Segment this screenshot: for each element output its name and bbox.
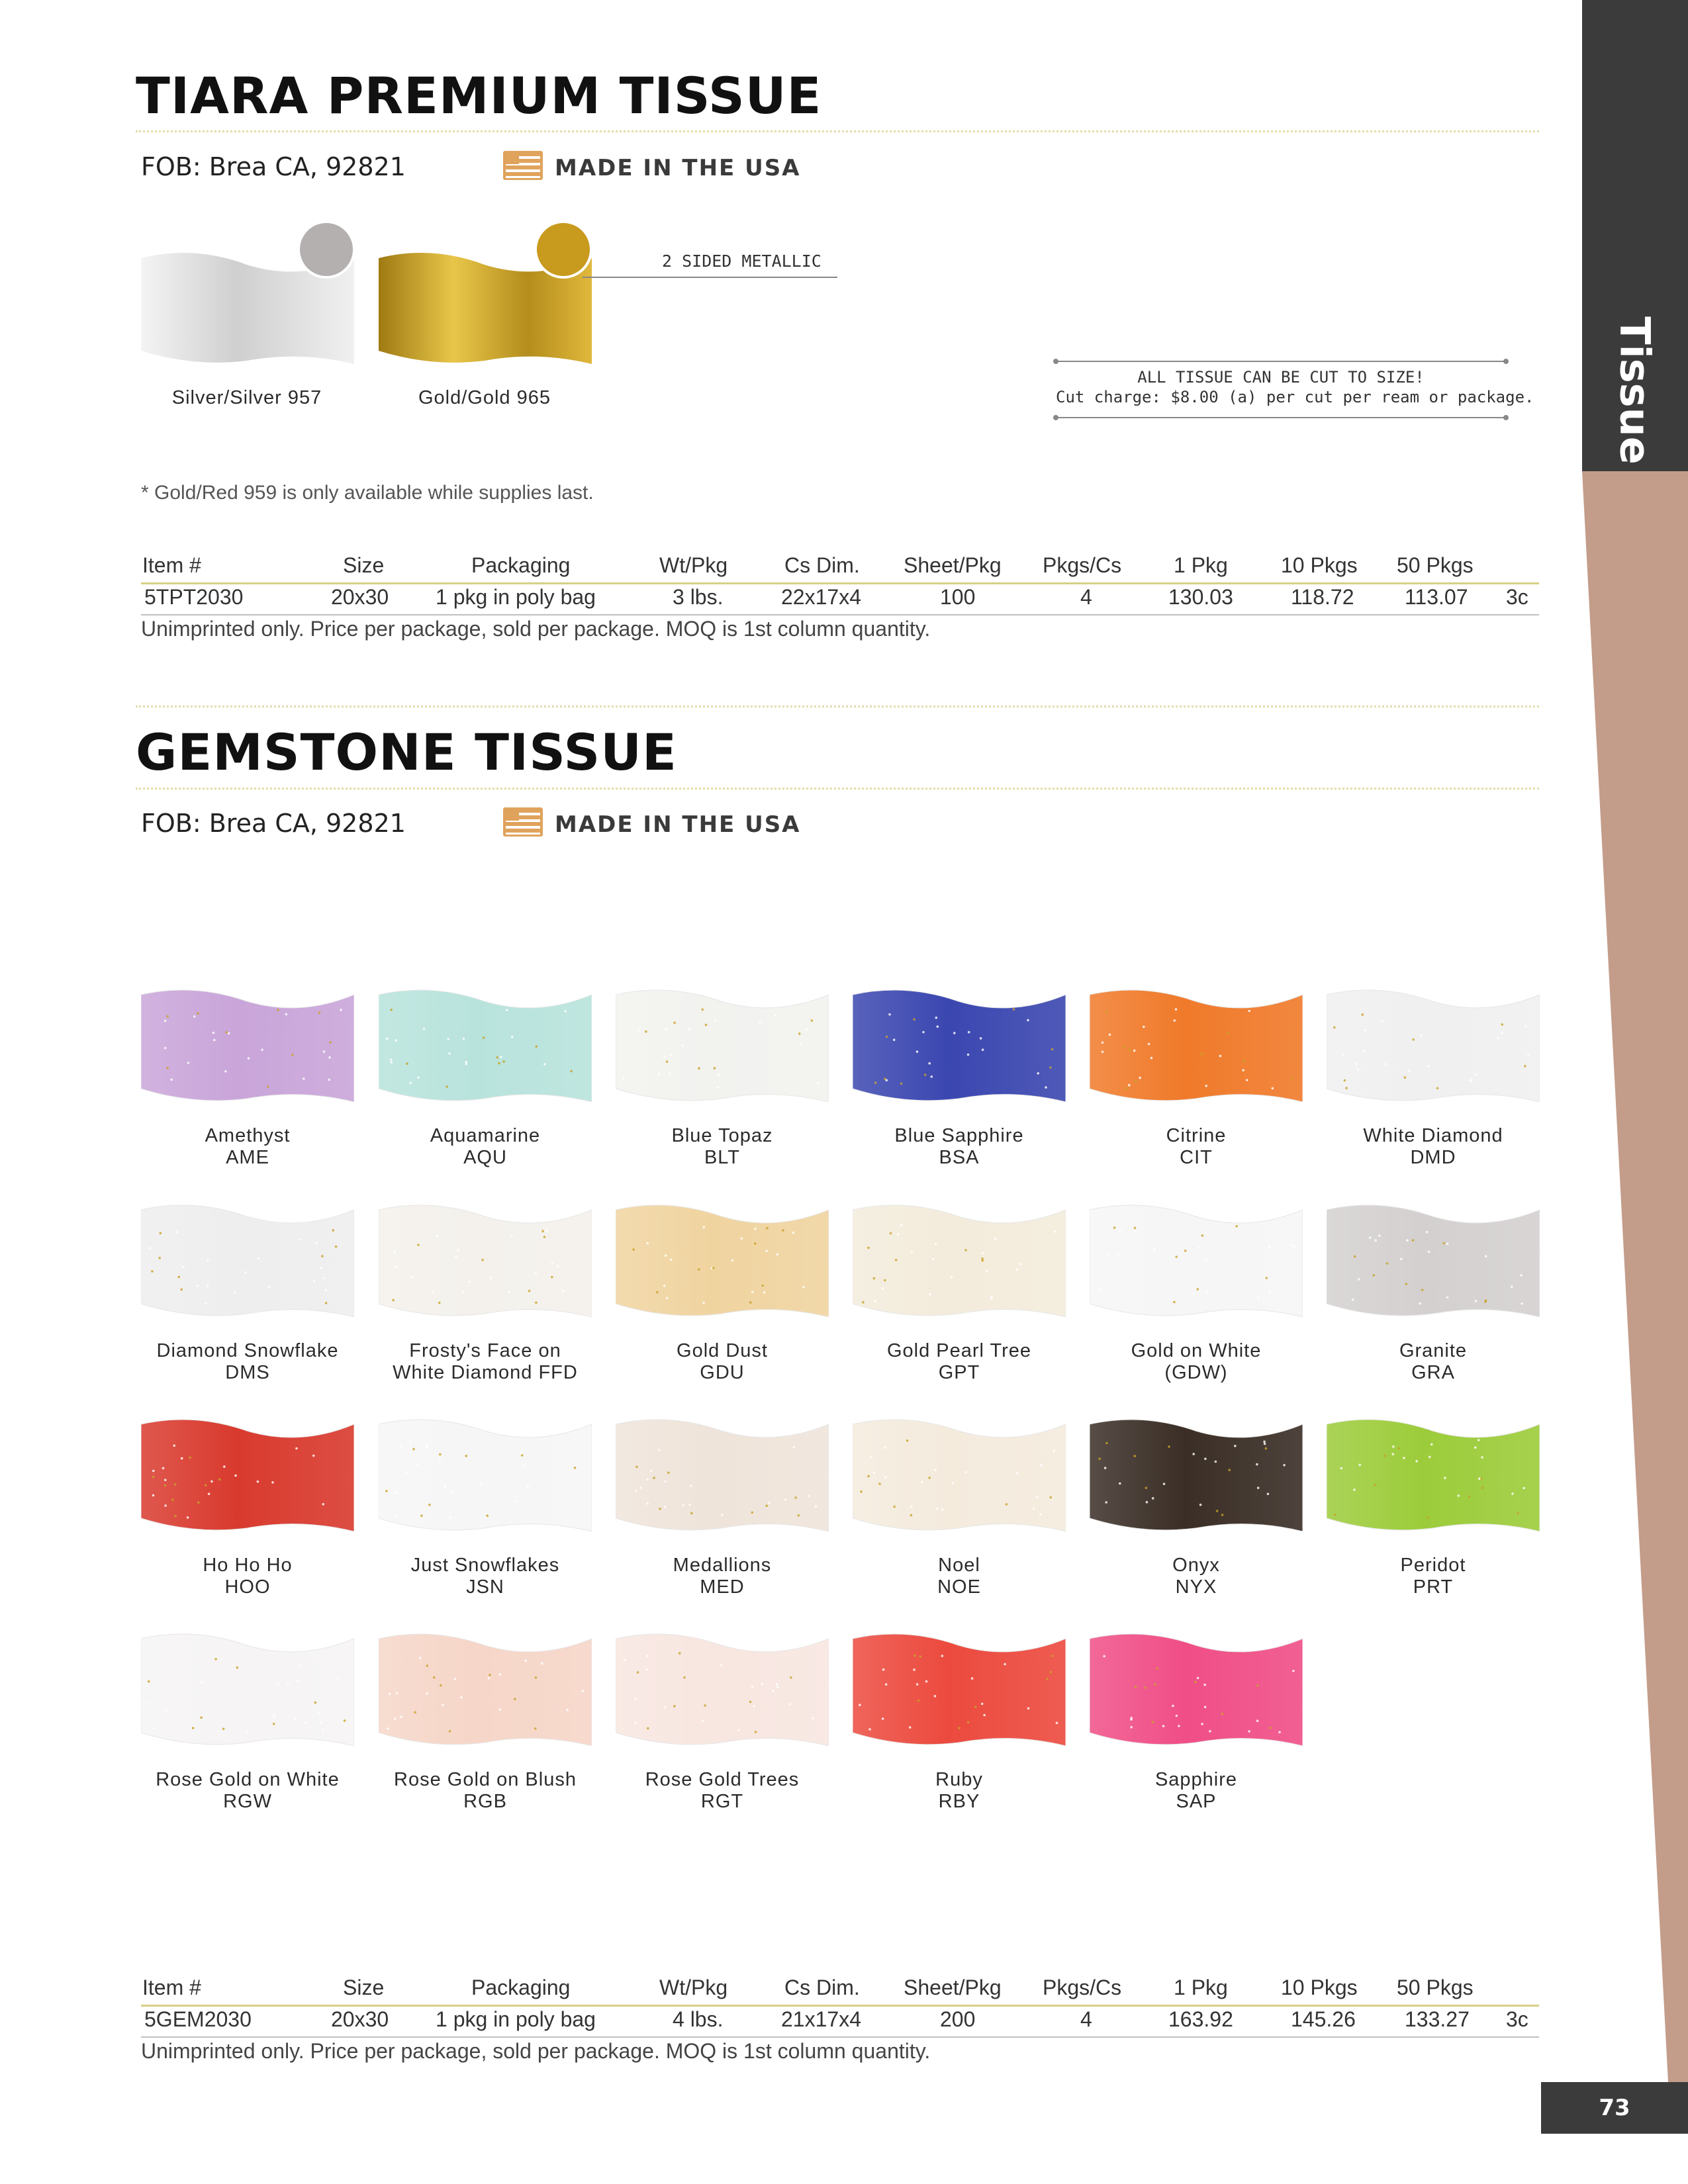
swatch-name: Peridot <box>1400 1555 1466 1576</box>
page-number: 73 <box>1541 2082 1688 2134</box>
gemstone-swatch <box>616 1412 829 1531</box>
table-cell: 22x17x4 <box>781 585 861 609</box>
gemstone-swatch <box>1090 1198 1303 1317</box>
table-cell: 145.26 <box>1291 2007 1356 2031</box>
col-header: Wt/Pkg <box>659 1976 728 1999</box>
table-cell: 133.27 <box>1405 2007 1470 2031</box>
divider <box>136 705 1539 707</box>
swatch-code: AME <box>226 1147 269 1168</box>
col-header: Sheet/Pkg <box>904 1976 1002 1999</box>
divider <box>136 788 1539 790</box>
col-header: Item # <box>142 1976 201 1999</box>
swatch-code: RGT <box>700 1791 744 1812</box>
gemstone-swatch <box>616 983 829 1102</box>
gemstone-swatch <box>379 1412 592 1531</box>
table-cell: 20x30 <box>331 2007 389 2031</box>
swatch-name: Gold Pearl Tree <box>886 1340 1032 1361</box>
col-header: Size <box>343 553 385 577</box>
tiara-title: TIARA PREMIUM TISSUE <box>136 66 822 125</box>
col-header: Wt/Pkg <box>659 553 728 577</box>
swatch-name: Medallions <box>673 1555 772 1576</box>
gemstone-swatch <box>1327 1412 1540 1531</box>
swatch-code: GRA <box>1411 1362 1455 1383</box>
gemstone-title: GEMSTONE TISSUE <box>136 723 677 782</box>
swatch-code: RGB <box>463 1791 507 1812</box>
swatch-name: Rose Gold on Blush <box>394 1769 577 1790</box>
gemstone-swatch <box>1090 1627 1303 1746</box>
made-in-usa-label: MADE IN THE USA <box>555 155 801 181</box>
gemstone-swatch <box>1327 1198 1540 1317</box>
usa-flag-icon <box>503 151 543 180</box>
table-cell: 4 lbs. <box>673 2007 724 2031</box>
table-cell: 3c <box>1506 2007 1528 2031</box>
table-cell: 1 pkg in poly bag <box>436 585 596 609</box>
swatch-name: White Diamond <box>1363 1125 1503 1146</box>
swatch-code: MED <box>700 1576 745 1598</box>
cut-line-bottom <box>1056 417 1506 418</box>
cut-line-top <box>1056 361 1506 362</box>
gemstone-swatch <box>379 1627 592 1746</box>
swatch-name: Rose Gold on White <box>156 1769 340 1790</box>
swatch-code: (GDW) <box>1164 1362 1228 1383</box>
swatch-code: PRT <box>1413 1576 1454 1598</box>
col-header: Size <box>343 1976 385 1999</box>
table-cell: 113.07 <box>1405 585 1468 609</box>
swatch-code: BLT <box>704 1147 741 1168</box>
table-cell: 200 <box>940 2007 976 2031</box>
swatch-code: NOE <box>937 1576 981 1598</box>
swatch-label: Silver/Silver 957 <box>171 387 322 408</box>
gold-dot <box>534 220 593 279</box>
availability-note: * Gold/Red 959 is only available while supplies last. <box>141 482 594 504</box>
divider <box>136 130 1539 132</box>
table-cell: 4 <box>1080 2007 1092 2031</box>
col-header: Cs Dim. <box>784 553 860 577</box>
tiara-fob: FOB: Brea CA, 92821 <box>141 152 406 181</box>
table-cell: 100 <box>940 585 976 609</box>
swatch-name: Citrine <box>1166 1125 1227 1146</box>
swatch-code: RBY <box>938 1791 980 1812</box>
table-cell: 20x30 <box>331 585 389 609</box>
table-cell: 3 lbs. <box>673 585 724 609</box>
col-header: 50 Pkgs <box>1397 553 1474 577</box>
swatch-name: Blue Sapphire <box>894 1125 1024 1146</box>
swatch-name: Ho Ho Ho <box>203 1555 293 1576</box>
col-header: Packaging <box>471 1976 571 1999</box>
gemstone-swatch <box>853 1412 1066 1531</box>
swatch-code: RGW <box>223 1791 272 1812</box>
swatch-code: AQU <box>463 1147 507 1168</box>
gemstone-swatch <box>141 983 354 1102</box>
table-cell: 21x17x4 <box>781 2007 861 2031</box>
col-header: Pkgs/Cs <box>1043 1976 1122 1999</box>
metallic-label: 2 SIDED METALLIC <box>662 251 821 271</box>
table-cell: 1 pkg in poly bag <box>436 2007 596 2031</box>
table-cell: 5TPT2030 <box>144 585 244 609</box>
col-header: 10 Pkgs <box>1281 1976 1358 1999</box>
swatch-code: JSN <box>466 1576 504 1598</box>
swatch-code: NYX <box>1175 1576 1217 1598</box>
swatch-code: DMS <box>225 1362 270 1383</box>
gemstone-swatch <box>616 1627 829 1746</box>
gemstone-swatch <box>616 1198 829 1317</box>
swatch-code: CIT <box>1180 1147 1213 1168</box>
col-header: Cs Dim. <box>784 1976 860 1999</box>
table-cell: 130.03 <box>1168 585 1233 609</box>
gemstone-swatch <box>1090 983 1303 1102</box>
table-rule <box>141 614 1539 615</box>
swatch-name: Onyx <box>1172 1555 1220 1576</box>
table-rule <box>141 582 1539 584</box>
table-cell: 163.92 <box>1168 2007 1233 2031</box>
swatch-name: Aquamarine <box>430 1125 541 1146</box>
swatch-name: Just Snowflakes <box>410 1555 560 1576</box>
swatch-code: HOO <box>224 1576 271 1598</box>
swatch-code: GDU <box>700 1362 745 1383</box>
table-footnote: Unimprinted only. Price per package, sold per package. MOQ is 1st column quantity. <box>141 617 931 641</box>
col-header: 1 Pkg <box>1174 1976 1228 1999</box>
swatch-name: Frosty's Face on <box>409 1340 561 1361</box>
swatch-name: Ruby <box>935 1769 983 1790</box>
col-header: Packaging <box>471 553 571 577</box>
col-header: Sheet/Pkg <box>904 553 1002 577</box>
table-cell: 3c <box>1506 585 1528 609</box>
swatch-code: DMD <box>1410 1147 1456 1168</box>
swatch-name: Blue Topaz <box>671 1125 773 1146</box>
col-header: 50 Pkgs <box>1397 1976 1474 1999</box>
swatch-name: Diamond Snowflake <box>156 1340 339 1361</box>
gemstone-swatch <box>853 1627 1066 1746</box>
swatch-code: BSA <box>939 1147 980 1168</box>
silver-dot <box>297 220 356 279</box>
swatch-name: Gold Dust <box>677 1340 768 1361</box>
col-header: Item # <box>142 553 201 577</box>
swatch-name: Gold on White <box>1131 1340 1262 1361</box>
swatch-name: Granite <box>1399 1340 1468 1361</box>
table-footnote: Unimprinted only. Price per package, sold per package. MOQ is 1st column quantity. <box>141 2039 931 2063</box>
gemstone-swatch <box>1090 1412 1303 1531</box>
swatch-name: Sapphire <box>1154 1769 1238 1790</box>
swatch-name: Noel <box>938 1555 980 1576</box>
swatch-name: Amethyst <box>205 1125 291 1146</box>
col-header: 10 Pkgs <box>1281 553 1358 577</box>
gemstone-swatch <box>853 983 1066 1102</box>
swatch-name: Rose Gold Trees <box>645 1769 800 1790</box>
col-header: 1 Pkg <box>1174 553 1228 577</box>
gemstone-swatch <box>379 1198 592 1317</box>
cut-note-2: Cut charge: $8.00 (a) per cut per ream or package. <box>1056 388 1534 406</box>
side-tab-label: Tissue <box>1611 316 1660 465</box>
swatch-label: Gold/Gold 965 <box>418 387 551 408</box>
col-header: Pkgs/Cs <box>1043 553 1122 577</box>
usa-flag-icon <box>503 807 543 837</box>
swatch-code: White Diamond FFD <box>393 1362 578 1383</box>
swatch-code: GPT <box>938 1362 980 1383</box>
gemstone-fob: FOB: Brea CA, 92821 <box>141 809 406 838</box>
table-cell: 5GEM2030 <box>144 2007 252 2031</box>
gemstone-swatch <box>853 1198 1066 1317</box>
cut-note-1: ALL TISSUE CAN BE CUT TO SIZE! <box>1137 368 1425 387</box>
gemstone-swatch <box>141 1198 354 1317</box>
made-in-usa-label: MADE IN THE USA <box>555 811 801 838</box>
table-rule <box>141 2036 1539 2038</box>
swatch-code: SAP <box>1176 1791 1217 1812</box>
gemstone-swatch <box>379 983 592 1102</box>
table-cell: 4 <box>1080 585 1092 609</box>
gemstone-swatch <box>141 1627 354 1746</box>
metallic-leader <box>583 277 837 278</box>
gemstone-swatch <box>141 1412 354 1531</box>
gemstone-swatch <box>1327 983 1540 1102</box>
table-rule <box>141 2005 1539 2007</box>
table-cell: 118.72 <box>1291 585 1354 609</box>
